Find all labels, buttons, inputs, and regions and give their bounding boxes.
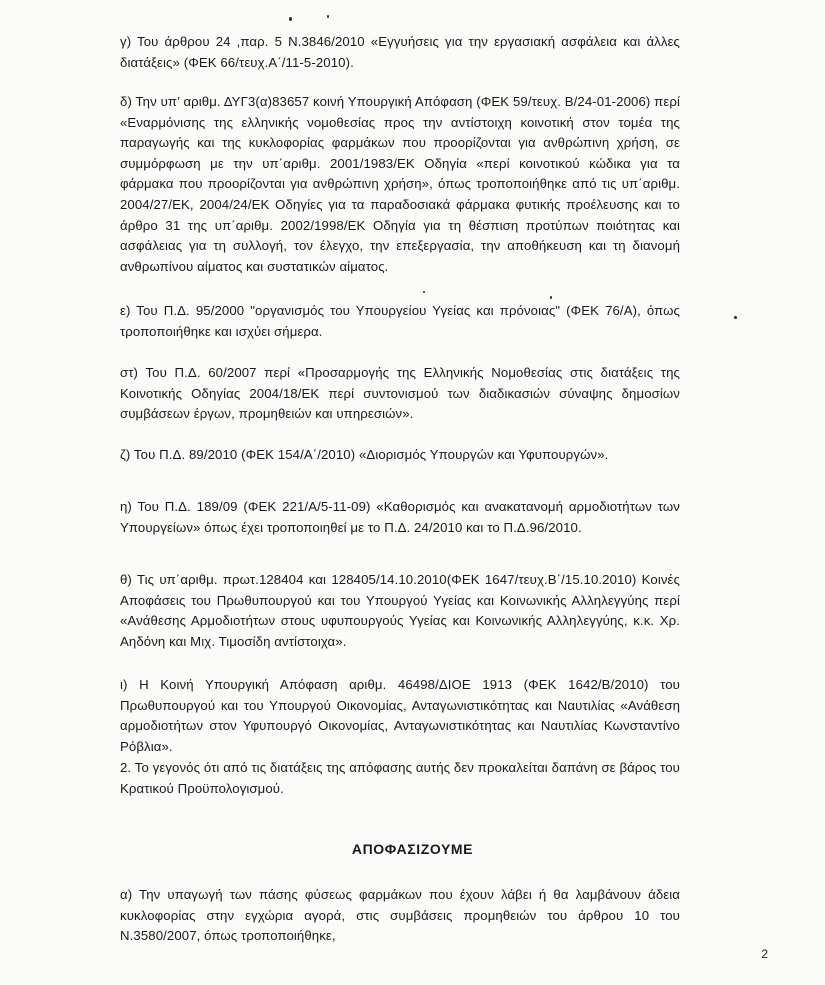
scan-speck (327, 15, 329, 18)
decision-heading: ΑΠΟΦΑΣΙΖΟΥΜΕ (351, 841, 474, 857)
paragraph-delta: δ) Την υπ’ αριθμ. ΔΥΓ3(α)83657 κοινή Υπουργική Απόφαση (ΦΕΚ 59/τευχ. Β/24-01-2006) περί «Εναρμόνισης της ελληνικής νομοθεσίας προς την αντίστοιχη κοινοτική στον τομέα της παραγωγής και της κυκλοφορίας φαρμάκων που προορίζονται για ανθρώπινη χρήση, σε συμμόρφωση με την υπ΄αριθμ. 2001/1983/ΕΚ Οδηγία «περί κοινοτικού κώδικα για τα φάρμακα που προορίζονται για ανθρώπινη χρήση», όπως τροποποιήθηκε από τις υπ΄αριθμ. 2004/27/ΕΚ, 2004/24/ΕΚ Οδηγίες για τα παραδοσιακά φάρμακα φυτικής προέλευσης και το άρθρο 31 της υπ΄αριθμ. 2002/1998/ΕΚ Οδηγία για τη θέσπιση προτύπων ποιότητας και ασφάλειας για τη συλλογή, τον έλεγχο, την επεξεργασία, την αποθήκευση και τη διανομή ανθρωπίνου αίματος και συστατικών αίματος. (120, 94, 680, 274)
paragraph-gamma: γ) Του άρθρου 24 ,παρ. 5 Ν.3846/2010 «Εγγυήσεις για την εργασιακή ασφάλεια και άλλες διατάξεις» (ΦΕΚ 66/τευχ.Α΄/11-5-2010). (120, 34, 680, 70)
page-number: 2 (761, 947, 768, 961)
paragraph-eta: η) Του Π.Δ. 189/09 (ΦΕΚ 221/Α/5-11-09) «Καθορισμός και ανακατανομή αρμοδιοτήτων των Υπουργείων» όπως έχει τροποποιηθεί με το Π.Δ. 24/2010 και το Π.Δ.96/2010. (120, 499, 680, 535)
scan-speck (289, 17, 292, 21)
paragraph-iota: ι) Η Κοινή Υπουργική Απόφαση αριθμ. 46498/ΔΙΟΕ 1913 (ΦΕΚ 1642/Β/2010) του Πρωθυπουργού και του Υπουργού Οικονομίας, Ανταγωνιστικότητας και Ναυτιλίας «Ανάθεση αρμοδιοτήτων στον Υφυπουργό Οικονομίας, Ανταγωνιστικότητας και Ναυτιλίας Κωνσταντίνο Ρόβλια». (120, 677, 680, 754)
paragraph-epsilon: ε) Του Π.Δ. 95/2000 "οργανισμός του Υπουργείου Υγείας και πρόνοιας" (ΦΕΚ 76/Α), όπως τροποποιήθηκε και ισχύει σήμερα. (120, 303, 680, 339)
paragraph-st: στ) Του Π.Δ. 60/2007 περί «Προσαρμογής της Ελληνικής Νομοθεσίας στις διατάξεις της Κοινοτικής Οδηγίας 2004/18/ΕΚ περί συντονισμού των διαδικασιών σύναψης δημοσίων συμβάσεων έργων, προμηθειών και υπηρεσιών». (120, 365, 680, 422)
paragraph-theta: θ) Τις υπ΄αριθμ. πρωτ.128404 και 128405/14.10.2010(ΦΕΚ 1647/τευχ.Β΄/15.10.2010) Κοινές Αποφάσεις του Πρωθυπουργού και του Υπουργού Υγείας και Κοινωνικής Αλληλεγγύης περί «Ανάθεσης Αρμοδιοτήτων στους υφυπουργούς Υγείας και Κοινωνικής Αλληλεγγύης, κ.κ. Χρ. Αηδόνη και Μιχ. Τιμοσίδη αντίστοιχα». (120, 572, 680, 649)
paragraph-item-2: 2. Το γεγονός ότι από τις διατάξεις της απόφασης αυτής δεν προκαλείται δαπάνη σε βάρος του Κρατικού Προϋπολογισμού. (120, 760, 680, 796)
scan-speck (734, 316, 737, 319)
scan-speck (550, 296, 552, 299)
paragraph-zeta: ζ) Του Π.Δ. 89/2010 (ΦΕΚ 154/Α΄/2010) «Διορισμός Υπουργών και Υφυπουργών». (120, 447, 609, 462)
paragraph-alpha: α) Την υπαγωγή των πάσης φύσεως φαρμάκων που έχουν λάβει ή θα λαμβάνουν άδεια κυκλοφορίας στην εγχώρια αγορά, στις συμβάσεις προμηθειών του άρθρου 10 του Ν.3580/2007, όπως τροποποιήθηκε, (120, 887, 680, 944)
scan-speck (423, 291, 425, 293)
